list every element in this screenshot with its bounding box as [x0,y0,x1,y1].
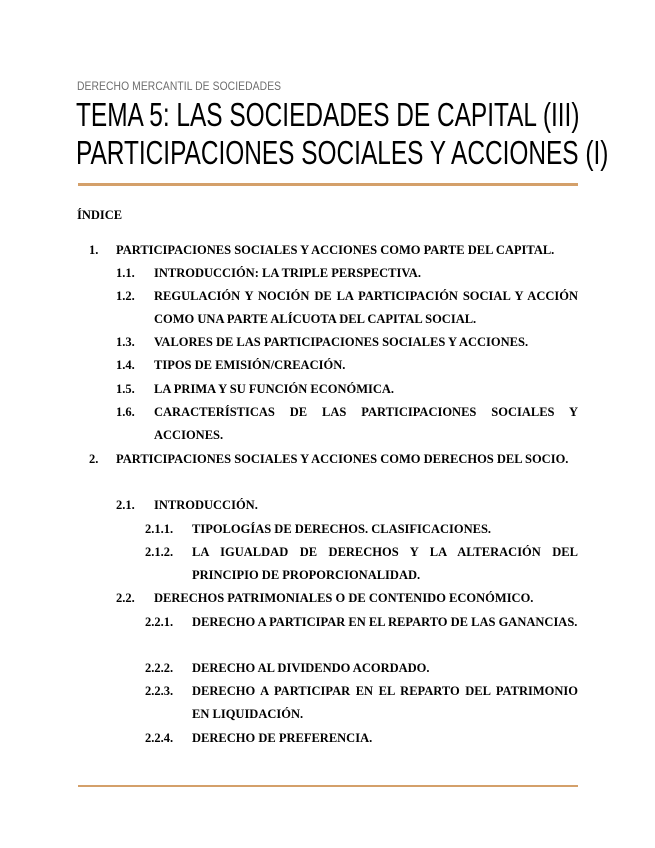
toc-number: 2.2.4. [145,731,174,745]
header-divider [78,183,578,186]
toc-number: 2.1.1. [145,522,174,536]
title-line-2: PARTICIPACIONES SOCIALES Y ACCIONES (I) [76,134,609,171]
title-line-1: TEMA 5: LAS SOCIEDADES DE CAPITAL (III) [76,96,580,133]
toc-text: INTRODUCCIÓN: LA TRIPLE PERSPECTIVA. [154,266,421,280]
toc-number: 1.5. [116,382,135,396]
toc-number: 1.4. [116,358,135,372]
toc-item-2-2-1 [145,611,578,634]
toc-number: 2.2.2. [145,661,174,675]
toc-text: VALORES DE LAS PARTICIPACIONES SOCIALES Y ACCIONES. [154,335,529,349]
toc-number: 1.6. [116,405,135,419]
toc-number: 2.2. [116,591,135,605]
toc-number: 2.1.2. [145,545,174,559]
toc-number: 2.2.1. [145,615,174,629]
toc-text: REGULACIÓN Y NOCIÓN DE LA PARTICIPACIÓN SOCIAL Y ACCIÓN COMO UNA PARTE ALÍCUOTA DEL CAPITAL SOCIAL. [154,289,578,327]
toc-item-2-2 [116,587,578,610]
toc-item-2-1-2 [145,541,578,587]
toc-item-1-3 [116,331,578,354]
toc-text: CARACTERÍSTICAS DE LAS PARTICIPACIONES SOCIALES Y ACCIONES. [154,405,578,443]
toc-text: PARTICIPACIONES SOCIALES Y ACCIONES COMO PARTE DEL CAPITAL. [116,243,555,257]
toc-text: TIPOS DE EMISIÓN/CREACIÓN. [154,358,346,372]
toc-number: 2.2.3. [145,684,174,698]
toc-item-1-2 [116,285,578,331]
toc-number: 1.3. [116,335,135,349]
toc-number: 1. [89,243,99,257]
toc-item-2-1-1 [145,518,578,541]
toc-text: DERECHO A PARTICIPAR EN EL REPARTO DEL PATRIMONIO EN LIQUIDACIÓN. [192,684,578,722]
toc-text: DERECHO DE PREFERENCIA. [192,731,373,745]
toc-text: INTRODUCCIÓN. [154,498,258,512]
toc-item-2-2-4 [145,727,578,750]
toc-number: 2. [89,452,99,466]
toc-text: LA PRIMA Y SU FUNCIÓN ECONÓMICA. [154,382,395,396]
toc-item-1-6 [116,401,578,447]
toc-text: DERECHO AL DIVIDENDO ACORDADO. [192,661,430,675]
toc-item-1-4 [116,354,578,377]
toc-item-2 [89,448,578,471]
toc-number: 1.1. [116,266,135,280]
toc-text: DERECHO A PARTICIPAR EN EL REPARTO DE LAS GANANCIAS. [192,615,578,629]
index-heading: ÍNDICE [77,208,123,222]
course-name: DERECHO MERCANTIL DE SOCIEDADES [77,79,282,93]
footer-divider [78,785,578,787]
toc-item-1 [89,239,578,262]
toc-number: 2.1. [116,498,135,512]
toc-text: TIPOLOGÍAS DE DERECHOS. CLASIFICACIONES. [192,522,492,536]
toc-item-2-2-3 [145,680,578,726]
toc-item-2-2-2 [145,657,578,680]
toc-item-2-1 [116,494,578,517]
toc-text: PARTICIPACIONES SOCIALES Y ACCIONES COMO DERECHOS DEL SOCIO. [116,452,569,466]
toc-number: 1.2. [116,289,135,303]
toc-item-1-5 [116,378,578,401]
page-title [76,96,608,172]
toc-text: DERECHOS PATRIMONIALES O DE CONTENIDO ECONÓMICO. [154,591,534,605]
toc-item-1-1 [116,262,578,285]
toc-text: LA IGUALDAD DE DERECHOS Y LA ALTERACIÓN DEL PRINCIPIO DE PROPORCIONALIDAD. [192,545,578,583]
